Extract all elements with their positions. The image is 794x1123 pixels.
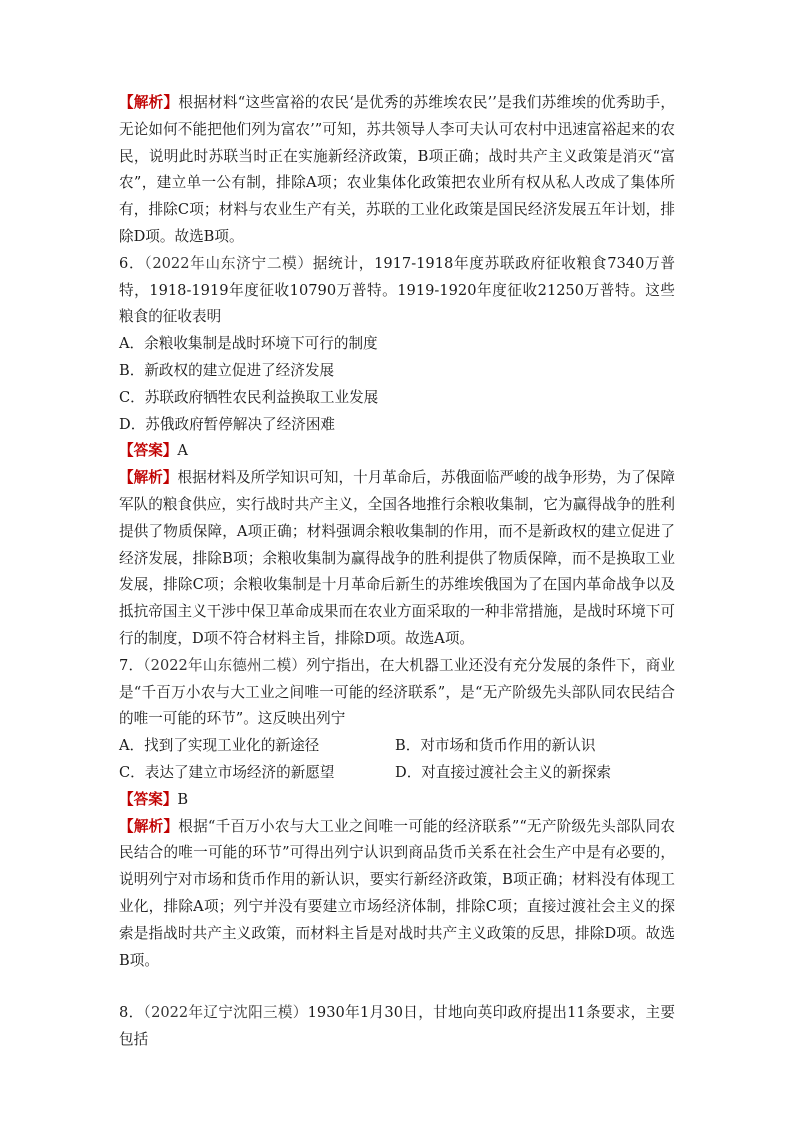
q6-option-d: D．苏俄政府暂停解决了经济困难 — [119, 415, 336, 433]
q7-option-b: B．对市场和货币作用的新认识 — [395, 737, 596, 755]
question-text: 列宁指出，在大机器工业还没有充分发展的条件下，商业是“千百万小农与大工业之间唯一可能的经济联系”，是“无产阶级先头部队同农民结合的唯一可能的环节”。这反映出列宁 — [119, 656, 675, 728]
q7-options-row-2 — [119, 760, 675, 787]
q7-option-c: C．表达了建立市场经济的新愿望 — [119, 763, 335, 781]
q7-options-row-1 — [119, 733, 675, 760]
analysis-text: 根据“千百万小农与大工业之间唯一可能的经济联系”“无产阶级先头部队同农民结合的唯一可能的环节”可得出列宁认识到商品货币关系在社会生产中是有必要的，说明列宁对市场和货币作用的新认识，要实行新经济政策，B项正确；材料没有体现工业化，排除A项；列宁并没有要建立市场经济体制，排除C项；直接过渡社会主义的探索是指战时共产主义政策，而材料主旨是对战时共产主义政策的反思，排除D项。故选B项。 — [119, 817, 675, 969]
analysis-text: 根据材料及所学知识可知，十月革命后，苏俄面临严峻的战争形势，为了保障军队的粮食供应，实行战时共产主义，全国各地推行余粮收集制，它为赢得战争的胜利提供了物质保障，A项正确；材料强调余粮收集制的作用，而不是新政权的建立促进了经济发展，排除B项；余粮收集制为赢得战争的胜利提供了物质保障，而不是换取工业发展，排除C项；余粮收集制是十月革命后新生的苏维埃俄国为了在国内革命战争以及抵抗帝国主义干涉中保卫革命成果而在农业方面采取的一种非常措施，是战时环境下可行的制度，D项不符合材料主旨，排除D项。故选A项。 — [119, 469, 675, 647]
q6-option-c: C．苏联政府牺牲农民利益换取工业发展 — [119, 388, 379, 406]
question-text: 1930年1月30日，甘地向英印政府提出11条要求，主要包括 — [119, 1004, 675, 1049]
q6-stem — [119, 251, 675, 331]
q7-option-d: D．对直接过渡社会主义的新探索 — [395, 763, 612, 781]
document-page — [119, 90, 675, 1054]
analysis-text: 根据材料“这些富裕的农民‘是优秀的苏维埃农民’’是我们苏维埃的优秀助手，无论如何不能把他们列为富农’”可知，苏共领导人李可夫认可农村中迅速富裕起来的农民，说明此时苏联当时正在实施新经济政策，B项正确；战时共产主义政策是消灭“富农”，建立单一公有制，排除A项；农业集体化政策把农业所有权从私人改成了集体所有，排除C项；材料与农业生产有关，苏联的工业化政策是国民经济发展五年计划，排除D项。故选B项。 — [119, 94, 675, 245]
q5-analysis — [119, 90, 675, 251]
question-source: （2022年辽宁沈阳三模） — [143, 1004, 308, 1022]
analysis-tag: 【解析】 — [119, 817, 179, 835]
q6-option-b: B．新政权的建立促进了经济发展 — [119, 361, 335, 379]
question-text: 据统计，1917-1918年度苏联政府征收粮食7340万普特，1918-1919年度征收10790万普特。1919-1920年度征收21250万普特。这些粮食的征收表明 — [119, 254, 675, 326]
q6-answer — [119, 438, 675, 465]
answer-tag: 【答案】 — [119, 790, 178, 808]
question-number: 8． — [119, 1004, 144, 1022]
question-number: 6． — [119, 254, 145, 272]
analysis-tag: 【解析】 — [119, 469, 178, 487]
q6-option-a: A．余粮收集制是战时环境下可行的制度 — [119, 335, 378, 353]
answer-value: B — [177, 790, 189, 808]
spacer — [119, 974, 675, 1000]
answer-tag: 【答案】 — [119, 442, 178, 460]
question-source: （2022年山东德州二模） — [143, 656, 307, 674]
q7-option-a: A．找到了实现工业化的新途径 — [119, 737, 320, 755]
question-source: （2022年山东济宁二模） — [144, 254, 313, 272]
question-number: 7． — [119, 656, 144, 674]
q7-analysis — [119, 814, 675, 975]
q7-stem — [119, 653, 675, 733]
q8-stem — [119, 1000, 675, 1054]
analysis-tag: 【解析】 — [119, 94, 179, 111]
q6-analysis — [119, 465, 675, 653]
q7-answer — [119, 787, 675, 814]
answer-value: A — [177, 442, 188, 460]
